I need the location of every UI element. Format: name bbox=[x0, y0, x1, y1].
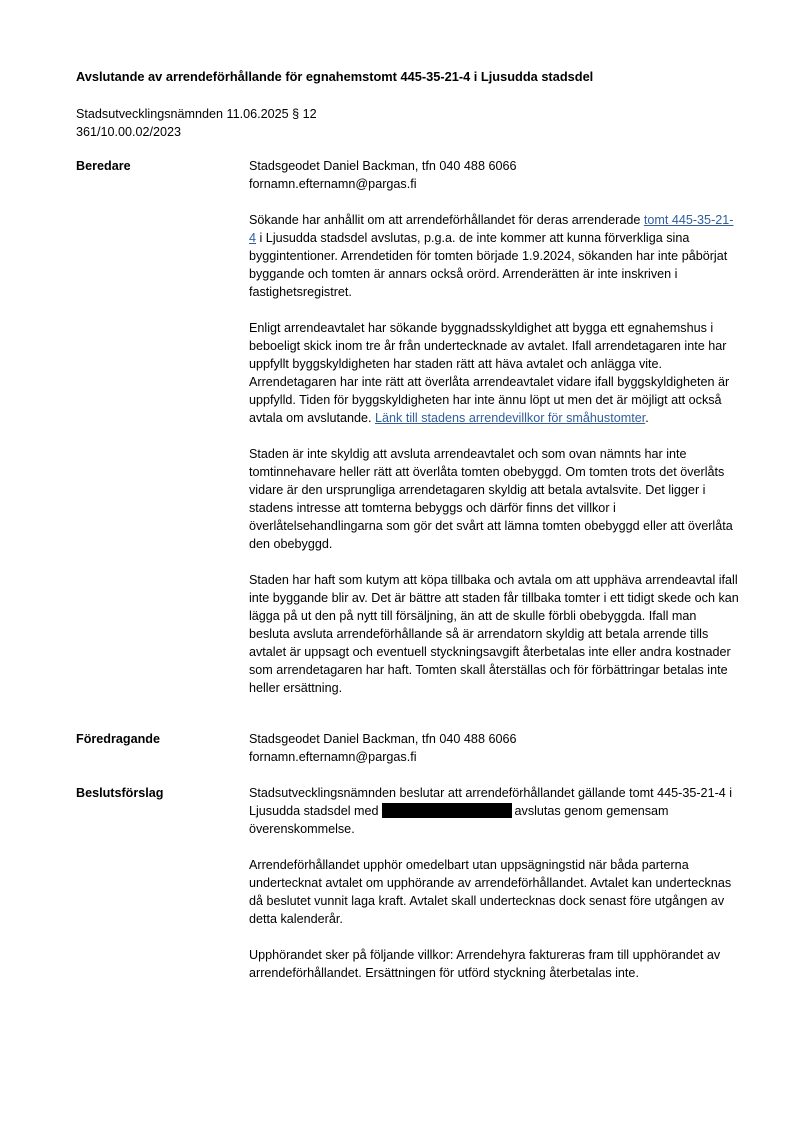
beslutsforslag-content bbox=[249, 784, 739, 982]
foredragande-email: fornamn.efternamn@pargas.fi bbox=[249, 750, 417, 764]
beredare-contact bbox=[249, 157, 739, 193]
diary-number: 361/10.00.02/2023 bbox=[76, 125, 182, 139]
beslutsforslag-label: Beslutsförslag bbox=[76, 786, 164, 800]
document-title: Avslutande av arrendeförhållande för egnahemstomt 445-35-21-4 i Ljusudda stadsdel bbox=[76, 69, 594, 84]
beredare-content bbox=[249, 157, 739, 697]
beredare-email: fornamn.efternamn@pargas.fi bbox=[249, 177, 417, 191]
redaction-block bbox=[382, 803, 512, 818]
foredragande-content bbox=[249, 730, 739, 766]
beredare-name: Stadsgeodet Daniel Backman, tfn 040 488 6066 bbox=[249, 159, 517, 173]
beslutsforslag-paragraph-2: Arrendeförhållandet upphör omedelbart utan uppsägningstid när båda parterna undertecknat avtalet om upphörande av arrendeförhållandet. Avtalet kan undertecknas då beslutet vunnit laga kraft. Avtalet skall undertecknas dock senast före utgången av detta kalenderår. bbox=[249, 858, 732, 926]
beredare-paragraph-4: Staden har haft som kutym att köpa tillbaka och avtala om att upphäva arrendeavtal ifall inte byggande blir av. Det är bättre att staden får tillbaka tomter i ett tidigt skede och kan lägga på ut den på nytt till försäljning, än att de skulle förbli obebyggda. Ifall man besluta avsluta arrendeförhållande så är arrendatorn skyldig att betala arrende tills avtalet är uppsagt och eventuell styckningsavgift återbetalas inte eller andra kostnader som arrendetagaren har haft. Tomten skall återställas och för förbättringar betalas inte heller ersättning. bbox=[249, 573, 739, 695]
beredare-paragraph-1: Sökande har anhållit om att arrendeförhållandet för deras arrenderade tomt 445-35-21-4 i Ljusudda stadsdel avslutas, p.g.a. de inte kommer att kunna förverkliga sina byggintentioner. Arrendetiden för tomten började 1.9.2024, sökanden har inte påbörjat byggande och tomten är annars också orörd. Arrenderätten är inte inskriven i fastighetsregistret. bbox=[249, 213, 734, 299]
foredragande-name: Stadsgeodet Daniel Backman, tfn 040 488 6066 bbox=[249, 732, 517, 746]
beredare-label: Beredare bbox=[76, 159, 131, 173]
beslutsforslag-paragraph-1: Stadsutvecklingsnämnden beslutar att arrendeförhållandet gällande tomt 445-35-21-4 i Ljusudda stadsdel med avslutas genom gemensam överenskommelse. bbox=[249, 786, 733, 836]
foredragande-contact bbox=[249, 730, 739, 766]
foredragande-label: Föredragande bbox=[76, 732, 160, 746]
arrendevillkor-link[interactable]: Länk till stadens arrendevillkor för småhustomter bbox=[375, 411, 646, 425]
beredare-paragraph-2: Enligt arrendeavtalet har sökande byggnadsskyldighet att bygga ett egnahemshus i beboeligt skick inom tre år från undertecknade av avtalet. Ifall arrendetagaren inte har uppfyllt byggskyldigheten har staden rätt att häva avtalet och anlägga vite. Arrendetagaren har inte rätt att överlåta arrendeavtalet vidare ifall byggskyldigheten är uppfylld. Tiden för byggskyldigheten har inte ännu löpt ut men det är möjligt att också avtala om avslutande. Länk till stadens arrendevillkor för småhustomter. bbox=[249, 321, 730, 425]
document-meta bbox=[76, 105, 317, 141]
tomt-link[interactable]: tomt 445-35-21-4 bbox=[249, 213, 734, 245]
beslutsforslag-paragraph-3: Upphörandet sker på följande villkor: Arrendehyra faktureras fram till upphörandet av arrendeförhållandet. Ersättningen för utförd styckning återbetalas inte. bbox=[249, 948, 721, 980]
meeting-reference: Stadsutvecklingsnämnden 11.06.2025 § 12 bbox=[76, 107, 317, 121]
beredare-paragraph-3: Staden är inte skyldig att avsluta arrendeavtalet och som ovan nämnts har inte tomtinnehavare heller rätt att överlåta tomten obebyggd. Om tomten trots det överlåts vidare är den ursprungliga arrendetagaren skyldig att betala avtalsvite. Det ligger i stadens intresse att tomterna bebyggs och därför finns det villkor i överlåtelsehandlingarna som gör det svårt att lämna tomten obebyggd eller att överlåta den obebyggd. bbox=[249, 447, 733, 551]
